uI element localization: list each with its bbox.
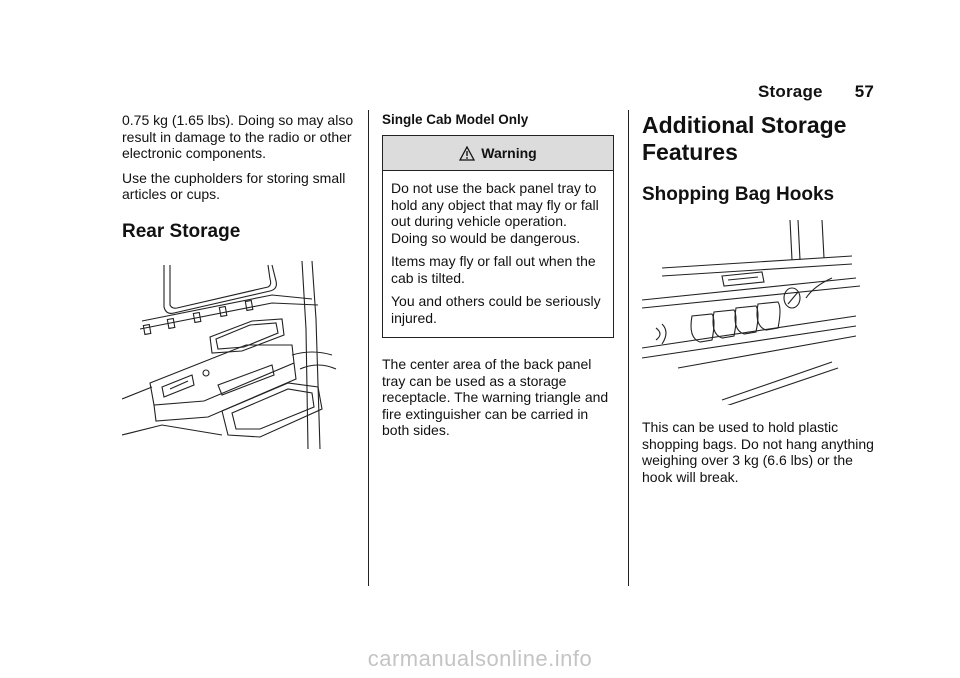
column-1 — [122, 112, 354, 449]
watermark: carmanualsonline.info — [367, 646, 593, 671]
paragraph: Use the cupholders for storing small articles or cups. — [122, 169, 346, 202]
paragraph: This can be used to hold plastic shopping bags. Do not hang anything weighing over 3 kg (6.6 lbs) or the hook will break. — [642, 419, 874, 485]
page-number: 57 — [854, 82, 874, 101]
section-heading-shopping-bag-hooks: Shopping Bag Hooks — [642, 184, 835, 205]
section-heading-rear-storage: Rear Storage — [122, 220, 241, 242]
warning-paragraph: You and others could be seriously injured. — [391, 293, 601, 326]
warning-body — [383, 171, 613, 337]
main-heading-additional-storage: Additional Storage Features — [642, 112, 847, 165]
warning-box — [382, 135, 614, 338]
warning-paragraph: Do not use the back panel tray to hold any object that may fly or fall out during vehicle operation. Doing so would be dangerous. — [391, 180, 599, 246]
column-divider-2 — [628, 110, 629, 586]
paragraph: The center area of the back panel tray can be used as a storage receptacle. The warning triangle and fire extinguisher can be carried in both sides. — [382, 356, 609, 438]
section-title: Storage — [757, 82, 823, 101]
paragraph: 0.75 kg (1.65 lbs). Doing so may also result in damage to the radio or other electronic components. — [122, 112, 354, 161]
shopping-bag-hook-illustration — [642, 220, 862, 405]
subheading-single-cab: Single Cab Model Only — [382, 112, 529, 127]
column-3 — [642, 112, 874, 493]
warning-header — [383, 136, 613, 171]
rear-storage-illustration — [122, 259, 342, 449]
warning-triangle-icon — [459, 146, 475, 161]
warning-paragraph: Items may fly or fall out when the cab is tilted. — [391, 253, 596, 286]
page-header — [758, 82, 874, 102]
warning-title: Warning — [481, 145, 537, 161]
column-divider-1 — [368, 110, 369, 586]
column-2 — [382, 112, 614, 447]
